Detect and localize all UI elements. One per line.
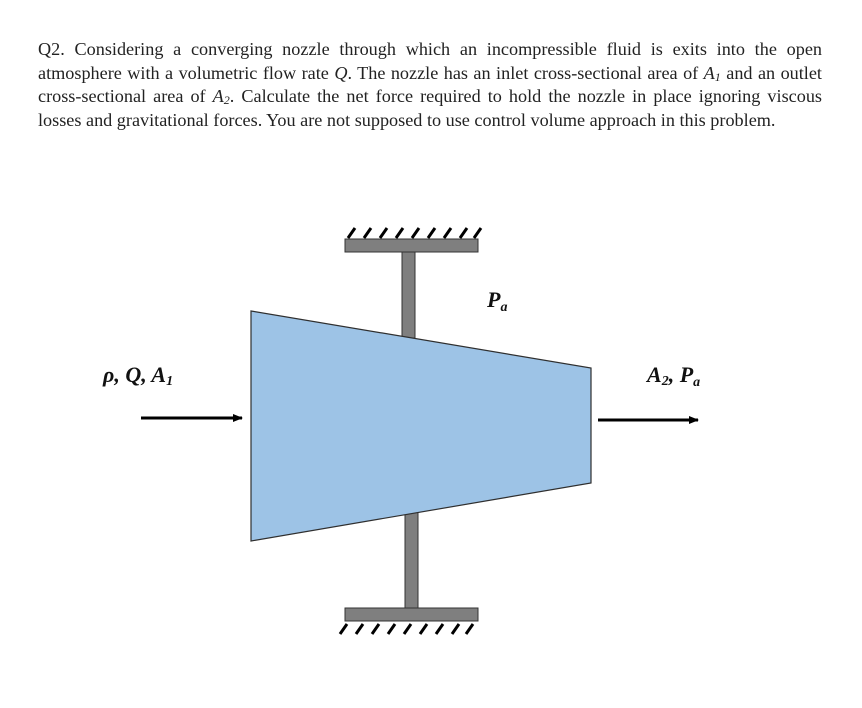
- top-support-plate: [345, 239, 478, 252]
- ambient-pressure-label: Pa: [487, 287, 508, 315]
- bottom-support-plate: [345, 608, 478, 621]
- nozzle-body: [251, 311, 591, 541]
- bottom-support-rod: [405, 512, 418, 608]
- inlet-label: ρ, Q, A1: [103, 362, 174, 389]
- top-support-rod: [402, 252, 415, 338]
- top-ground-hatch: [348, 228, 481, 238]
- bottom-ground-hatch: [340, 624, 473, 634]
- inlet-area-symbol: $A_1$: [703, 62, 721, 84]
- flow-symbol: Q: [334, 62, 348, 83]
- outlet-label: A2, Pa: [647, 362, 701, 390]
- outlet-area-symbol: $A_2$: [212, 86, 230, 107]
- question-text: Q2. Considering a converging nozzle through which an incompressible fluid is exits into the open atmosphere with a volumetric flow rate Q. The nozzle has an inlet cross-sectional area of $A_1$ and an outlet cross-sectional area of $A_2$. Calculate the net force required to hold the nozzle in place ignoring viscous losses and gravitational forces. You are not supposed to use control volume approach in this problem.: [38, 39, 822, 130]
